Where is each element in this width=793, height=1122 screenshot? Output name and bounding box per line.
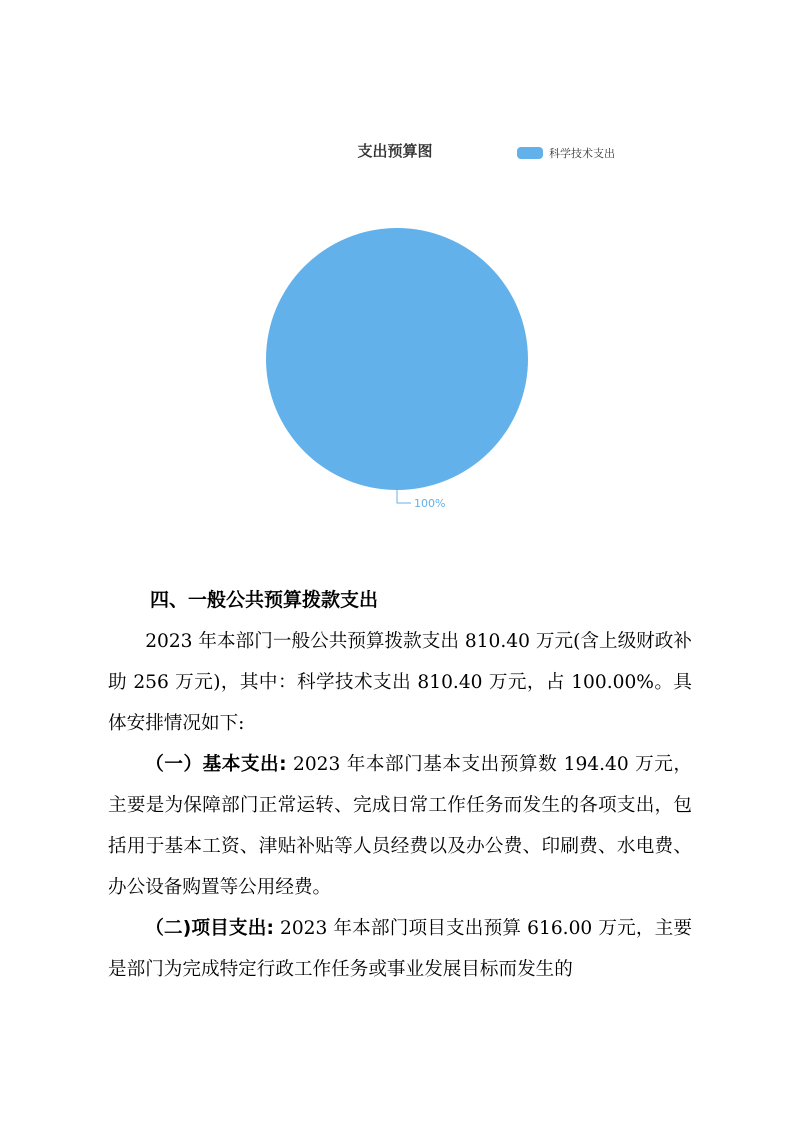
paragraph-project-expenditure xyxy=(108,908,692,990)
data-label-leader-line xyxy=(397,490,411,503)
project-expenditure-text: 2023 年本部门项目支出预算 616.00 万元，主要是部门为完成特定行政工作任务或事业发展目标而发生的 xyxy=(108,918,693,980)
data-label: 100% xyxy=(414,497,446,510)
basic-expenditure-text: 2023 年本部门基本支出预算数 194.40 万元，主要是为保障部门正常运转、完成日常工作任务而发生的各项支出，包括用于基本工资、津贴补贴等人员经费以及办公费、印刷费、水电费、办公设备购置等公用经费。 xyxy=(108,754,693,898)
paragraph-summary: 2023 年本部门一般公共预算拨款支出 810.40 万元(含上级财政补助 256 万元)，其中：科学技术支出 810.40 万元，占 100.00%。具体安排情况如下: xyxy=(108,631,692,734)
project-expenditure-label: （二)项目支出: xyxy=(145,918,274,939)
section-heading: 四、一般公共预算拨款支出 xyxy=(150,589,379,611)
paragraph-basic-expenditure xyxy=(108,744,692,908)
chart-title: 支出预算图 xyxy=(357,142,433,160)
pie-slice xyxy=(266,228,528,490)
legend-label: 科学技术支出 xyxy=(549,147,615,160)
basic-expenditure-label: （一）基本支出: xyxy=(145,754,287,775)
pie-chart xyxy=(0,0,793,560)
